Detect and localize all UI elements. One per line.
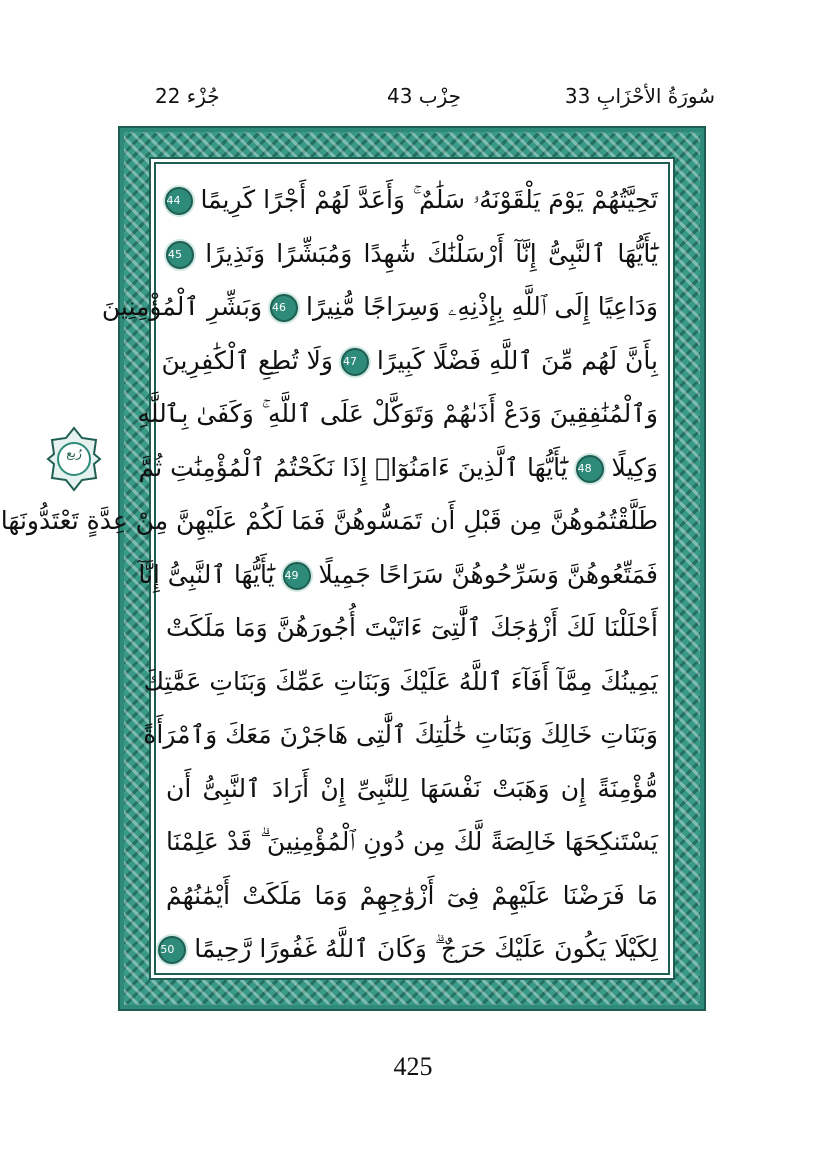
verse-text: يَٰٓأَيُّهَا ٱلَّذِينَ ءَامَنُوٓا۟ إِذَا نَكَحْتُمُ ٱلْمُؤْمِنَٰتِ ثُمَّ: [138, 452, 576, 482]
ayah-number-marker: 47: [341, 348, 369, 376]
verse-text: يَمِينُكَ مِمَّآ أَفَآءَ ٱللَّهُ عَلَيْكَ وَبَنَاتِ عَمِّكَ وَبَنَاتِ عَمَّٰتِكَ: [143, 666, 658, 696]
verse-text: يَسْتَنكِحَهَا خَالِصَةً لَّكَ مِن دُونِ ٱلْمُؤْمِنِينَ ۗ قَدْ عَلِمْنَا: [166, 827, 658, 856]
text-line: [0, 491, 658, 551]
verse-text: يَٰٓأَيُّهَا ٱلنَّبِىُّ إِنَّآ أَرْسَلْنَٰكَ شَٰهِدًا وَمُبَشِّرًا وَنَذِيرًا: [194, 238, 658, 268]
ayah-number-marker: 50: [158, 936, 186, 964]
text-line: [166, 866, 658, 926]
verse-text: وَبَنَاتِ خَالِكَ وَبَنَاتِ خَٰلَٰتِكَ ٱلَّٰتِى هَاجَرْنَ مَعَكَ وَٱمْرَأَةً: [143, 720, 658, 749]
verse-text: فَمَتِّعُوهُنَّ وَسَرِّحُوهُنَّ سَرَاحًا جَمِيلًا: [310, 559, 658, 589]
text-line: [161, 331, 658, 391]
text-line: [166, 759, 658, 819]
text-line: [160, 919, 658, 979]
verse-text: وَبَشِّرِ ٱلْمُؤْمِنِينَ: [101, 292, 271, 321]
rub-label: رُبع: [66, 446, 82, 460]
juz-label: جُزْء 22: [155, 84, 220, 108]
verse-text: وَلَا تُطِعِ ٱلْكَٰفِرِينَ: [161, 345, 341, 375]
text-line: [143, 652, 658, 712]
text-line: [137, 384, 658, 444]
text-line: [166, 812, 658, 872]
verse-text: وَدَاعِيًا إِلَى ٱللَّهِ بِإِذْنِهِۦ وَسِرَاجًا مُّنِيرًا: [298, 292, 658, 321]
verse-text: طَلَّقْتُمُوهُنَّ مِن قَبْلِ أَن تَمَسُّوهُنَّ فَمَا لَكُمْ عَلَيْهِنَّ مِنْ عِدَّةٍ تَعْتَدُّونَهَا: [0, 506, 658, 535]
ayah-number-marker: 46: [270, 294, 298, 322]
verse-text: مُّؤْمِنَةً إِن وَهَبَتْ نَفْسَهَا لِلنَّبِىِّ إِنْ أَرَادَ ٱلنَّبِىُّ أَن: [166, 773, 658, 803]
verse-text: أَحْلَلْنَا لَكَ أَزْوَٰجَكَ ٱلَّٰتِىٓ ءَاتَيْتَ أُجُورَهُنَّ وَمَا مَلَكَتْ: [166, 613, 658, 642]
ayah-number-marker: 49: [283, 562, 311, 590]
page-header: [155, 84, 715, 116]
text-line: [138, 438, 658, 498]
page-number: 425: [393, 1052, 433, 1081]
text-line: [166, 170, 658, 230]
hizb-label: حِزْب 43: [387, 84, 462, 108]
verse-text: لِكَيْلَا يَكُونَ عَلَيْكَ حَرَجٌ ۗ وَكَانَ ٱللَّهُ غَفُورًا رَّحِيمًا: [186, 934, 658, 963]
rub-marker-icon: [46, 426, 102, 492]
ayah-number-marker: 44: [165, 187, 193, 215]
ayah-number-marker: 48: [576, 455, 604, 483]
text-line: [143, 705, 658, 765]
verse-text: مَا فَرَضْنَا عَلَيْهِمْ فِىٓ أَزْوَٰجِهِمْ وَمَا مَلَكَتْ أَيْمَٰنُهُمْ: [166, 880, 658, 910]
verse-text: وَكِيلًا: [603, 452, 658, 482]
verse-text: تَحِيَّتُهُمْ يَوْمَ يَلْقَوْنَهُۥ سَلَٰمٌ ۚ وَأَعَدَّ لَهُمْ أَجْرًا كَرِيمًا: [192, 185, 658, 214]
text-line: [166, 598, 658, 658]
text-line: [138, 545, 658, 605]
text-line: [166, 224, 658, 284]
ayah-number-marker: 45: [166, 241, 194, 269]
verse-text: يَٰٓأَيُّهَا ٱلنَّبِىُّ إِنَّآ: [138, 559, 283, 589]
surah-title: 33 سُورَةُ الأحْزَابِ: [564, 84, 715, 108]
verse-text: بِأَنَّ لَهُم مِّنَ ٱللَّهِ فَضْلًا كَبِيرًا: [368, 345, 658, 375]
text-line: [101, 277, 658, 337]
verse-text: وَٱلْمُنَٰفِقِينَ وَدَعْ أَذَىٰهُمْ وَتَوَكَّلْ عَلَى ٱللَّهِ ۚ وَكَفَىٰ بِٱللَّهِ: [137, 399, 658, 428]
